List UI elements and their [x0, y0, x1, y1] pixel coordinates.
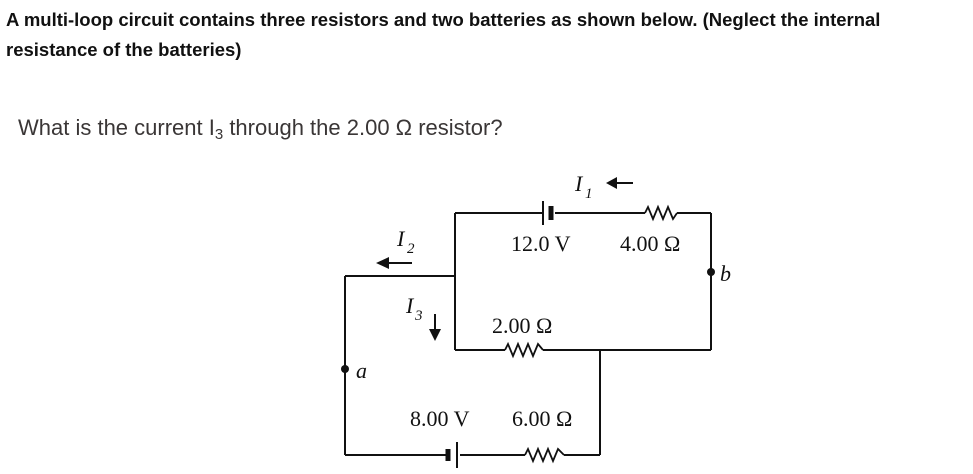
- problem-intro: A multi-loop circuit contains three resistors and two batteries as shown below. (Neglect the internal resistance of the batteries): [6, 9, 881, 60]
- current-i1-letter: I: [575, 171, 583, 196]
- battery-8v-symbol: [448, 442, 457, 468]
- resistor-4ohm-symbol: [645, 207, 677, 219]
- node-a-dot: [341, 365, 349, 373]
- resistor-4ohm-label: 4.00 Ω: [620, 231, 681, 256]
- node-b-dot: [707, 268, 715, 276]
- node-b-label: b: [720, 261, 731, 286]
- current-i3-subscript: 3: [415, 308, 423, 324]
- arrow-left-icon: [376, 257, 412, 269]
- arrow-left-icon: [606, 177, 633, 189]
- question-text-end: through the 2.00 Ω resistor?: [223, 115, 503, 140]
- battery-12v-symbol: [543, 201, 551, 225]
- question-text-start: What is the current I: [18, 115, 215, 140]
- arrow-down-icon: [429, 314, 441, 341]
- battery-8v-label: 8.00 V: [410, 406, 470, 431]
- current-i2-letter: I: [397, 226, 405, 251]
- resistor-6ohm-symbol: [525, 449, 564, 461]
- question-subscript: 3: [214, 126, 224, 143]
- battery-12v-label: 12.0 V: [511, 231, 571, 256]
- current-i3-letter: I: [406, 293, 414, 318]
- node-a-label: a: [356, 358, 367, 383]
- resistor-6ohm-label: 6.00 Ω: [512, 406, 573, 431]
- resistor-2ohm-label: 2.00 Ω: [492, 313, 553, 338]
- resistor-2ohm-symbol: [505, 344, 543, 356]
- current-i2-subscript: 2: [407, 241, 415, 257]
- current-i1-subscript: 1: [585, 186, 593, 202]
